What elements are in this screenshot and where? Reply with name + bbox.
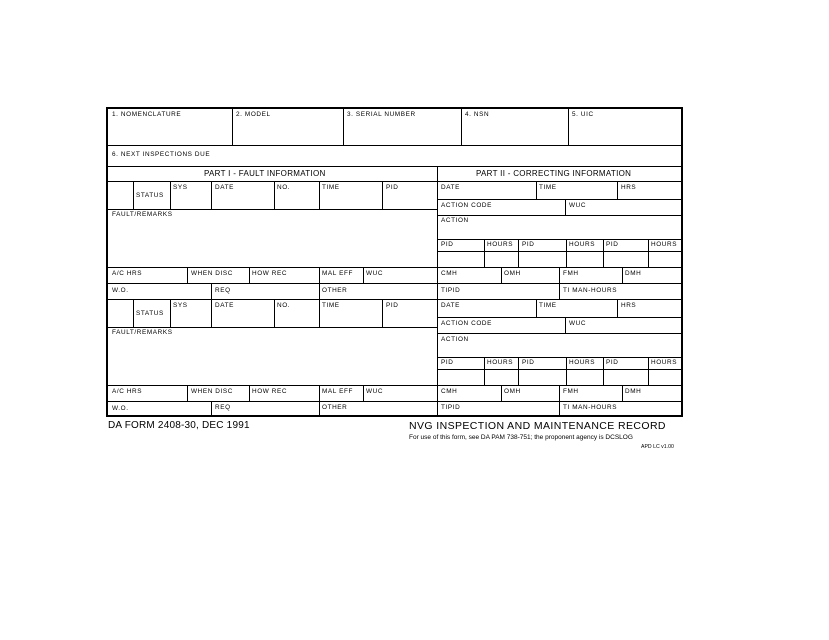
rule [274, 181, 275, 209]
rule [501, 385, 502, 401]
rule [249, 385, 250, 401]
rule [437, 369, 681, 370]
status-label: STATUS [136, 192, 164, 199]
rule [617, 181, 618, 199]
rule [187, 385, 188, 401]
omh-label: OMH [504, 388, 521, 395]
other-label: OTHER [322, 404, 348, 411]
hrs-label: HRS [621, 302, 637, 309]
rule [382, 299, 383, 327]
hours-label: HOURS [487, 359, 514, 366]
rule [187, 267, 188, 283]
rule [565, 199, 566, 215]
rule [211, 299, 212, 327]
time-label: TIME [322, 184, 340, 191]
hours-label: HOURS [651, 241, 678, 248]
wuc-label: WUC [366, 270, 384, 277]
mal-eff-label: MAL EFF [322, 388, 353, 395]
rule [437, 251, 681, 252]
rule [484, 239, 485, 267]
rule [133, 181, 134, 209]
rule [170, 299, 171, 327]
status-label: STATUS [136, 310, 164, 317]
pid-label: PID [441, 359, 454, 366]
next-inspections-due-label: 6. NEXT INSPECTIONS DUE [112, 151, 211, 158]
hours-label: HOURS [651, 359, 678, 366]
rule [363, 267, 364, 283]
sys-label: SYS [173, 302, 188, 309]
no-label: NO. [277, 302, 291, 309]
nsn-label: 4. NSN [465, 111, 490, 118]
rule [108, 327, 437, 328]
action-code-label: ACTION CODE [441, 320, 492, 327]
uic-label: 5. UIC [572, 111, 594, 118]
date-label: DATE [215, 302, 234, 309]
rule [108, 385, 681, 386]
date-label: DATE [441, 302, 460, 309]
rule [437, 333, 681, 334]
rule [617, 299, 618, 317]
tipid-label: TIPID [441, 287, 461, 294]
dmh-label: DMH [625, 388, 642, 395]
ac-hrs-label: A/C HRS [112, 270, 143, 277]
rule [518, 239, 519, 267]
rule [484, 357, 485, 385]
when-disc-label: WHEN DISC [191, 388, 233, 395]
version-label: APD LC v1.00 [641, 444, 674, 450]
pid-label: PID [522, 241, 535, 248]
rule [536, 181, 537, 199]
rule [559, 267, 560, 299]
sys-label: SYS [173, 184, 188, 191]
mal-eff-label: MAL EFF [322, 270, 353, 277]
hours-label: HOURS [487, 241, 514, 248]
cmh-label: CMH [441, 388, 458, 395]
rule [274, 299, 275, 327]
req-label: REQ [215, 287, 231, 294]
rule [566, 239, 567, 267]
rule [648, 357, 649, 385]
pid-label: PID [606, 241, 619, 248]
rule [461, 109, 462, 145]
form-number: DA FORM 2408-30, DEC 1991 [108, 420, 250, 431]
rule [501, 267, 502, 283]
wo-label: W.O. [112, 405, 129, 412]
other-label: OTHER [322, 287, 348, 294]
rule [108, 166, 681, 167]
rule [603, 357, 604, 385]
serial-number-label: 3. SERIAL NUMBER [347, 111, 416, 118]
hours-label: HOURS [569, 241, 596, 248]
rule [437, 215, 681, 216]
tipid-label: TIPID [441, 404, 461, 411]
rule [536, 299, 537, 317]
ac-hrs-label: A/C HRS [112, 388, 143, 395]
rule [648, 239, 649, 267]
rule [343, 109, 344, 145]
part-divider [437, 166, 438, 415]
when-disc-label: WHEN DISC [191, 270, 233, 277]
rule [108, 283, 681, 284]
time-label: TIME [322, 302, 340, 309]
rule [518, 357, 519, 385]
rule [170, 181, 171, 209]
rule [232, 109, 233, 145]
pid-label: PID [606, 359, 619, 366]
rule [603, 239, 604, 267]
maintenance-record-form [106, 107, 683, 417]
rule [568, 109, 569, 145]
rule [319, 267, 320, 299]
hrs-label: HRS [621, 184, 637, 191]
part2-title: PART II - CORRECTING INFORMATION [476, 169, 632, 178]
dmh-label: DMH [625, 270, 642, 277]
rule [108, 267, 681, 268]
rule [437, 199, 681, 200]
rule [108, 299, 681, 300]
pid-label: PID [386, 302, 399, 309]
cmh-label: CMH [441, 270, 458, 277]
how-rec-label: HOW REC [252, 270, 288, 277]
ti-man-hours-label: TI MAN-HOURS [563, 287, 618, 294]
how-rec-label: HOW REC [252, 388, 288, 395]
rule [622, 267, 623, 283]
rule [319, 299, 320, 327]
rule [363, 385, 364, 401]
date-label: DATE [215, 184, 234, 191]
rule [566, 357, 567, 385]
wuc-label: WUC [366, 388, 384, 395]
rule [108, 401, 681, 402]
action-code-label: ACTION CODE [441, 202, 492, 209]
action-label: ACTION [441, 336, 469, 343]
rule [108, 181, 681, 182]
hours-label: HOURS [569, 359, 596, 366]
req-label: REQ [215, 404, 231, 411]
time-label: TIME [539, 184, 557, 191]
rule [382, 181, 383, 209]
rule [133, 299, 134, 327]
rule [319, 181, 320, 209]
form-title: NVG INSPECTION AND MAINTENANCE RECORD [409, 420, 666, 432]
wuc-label: WUC [569, 320, 587, 327]
rule [211, 401, 212, 415]
omh-label: OMH [504, 270, 521, 277]
time-label: TIME [539, 302, 557, 309]
model-label: 2. MODEL [236, 111, 271, 118]
rule [249, 267, 250, 283]
rule [211, 181, 212, 209]
ti-man-hours-label: TI MAN-HOURS [563, 404, 618, 411]
rule [437, 357, 681, 358]
proponent-note: For use of this form, see DA PAM 738-751; the proponent agency is DCSLOG [409, 434, 633, 441]
pid-label: PID [441, 241, 454, 248]
fmh-label: FMH [563, 270, 579, 277]
wo-label: W.O. [112, 287, 129, 294]
wuc-label: WUC [569, 202, 587, 209]
pid-label: PID [386, 184, 399, 191]
fault-remarks-label: FAULT/REMARKS [112, 211, 173, 218]
rule [211, 283, 212, 299]
rule [108, 209, 437, 210]
rule [319, 385, 320, 415]
rule [108, 145, 681, 146]
fault-remarks-label: FAULT/REMARKS [112, 329, 173, 336]
rule [559, 385, 560, 415]
nomenclature-label: 1. NOMENCLATURE [112, 111, 182, 118]
date-label: DATE [441, 184, 460, 191]
rule [437, 239, 681, 240]
part1-title: PART I - FAULT INFORMATION [204, 169, 326, 178]
no-label: NO. [277, 184, 291, 191]
rule [565, 317, 566, 333]
action-label: ACTION [441, 217, 469, 224]
pid-label: PID [522, 359, 535, 366]
fmh-label: FMH [563, 388, 579, 395]
rule [437, 317, 681, 318]
rule [622, 385, 623, 401]
